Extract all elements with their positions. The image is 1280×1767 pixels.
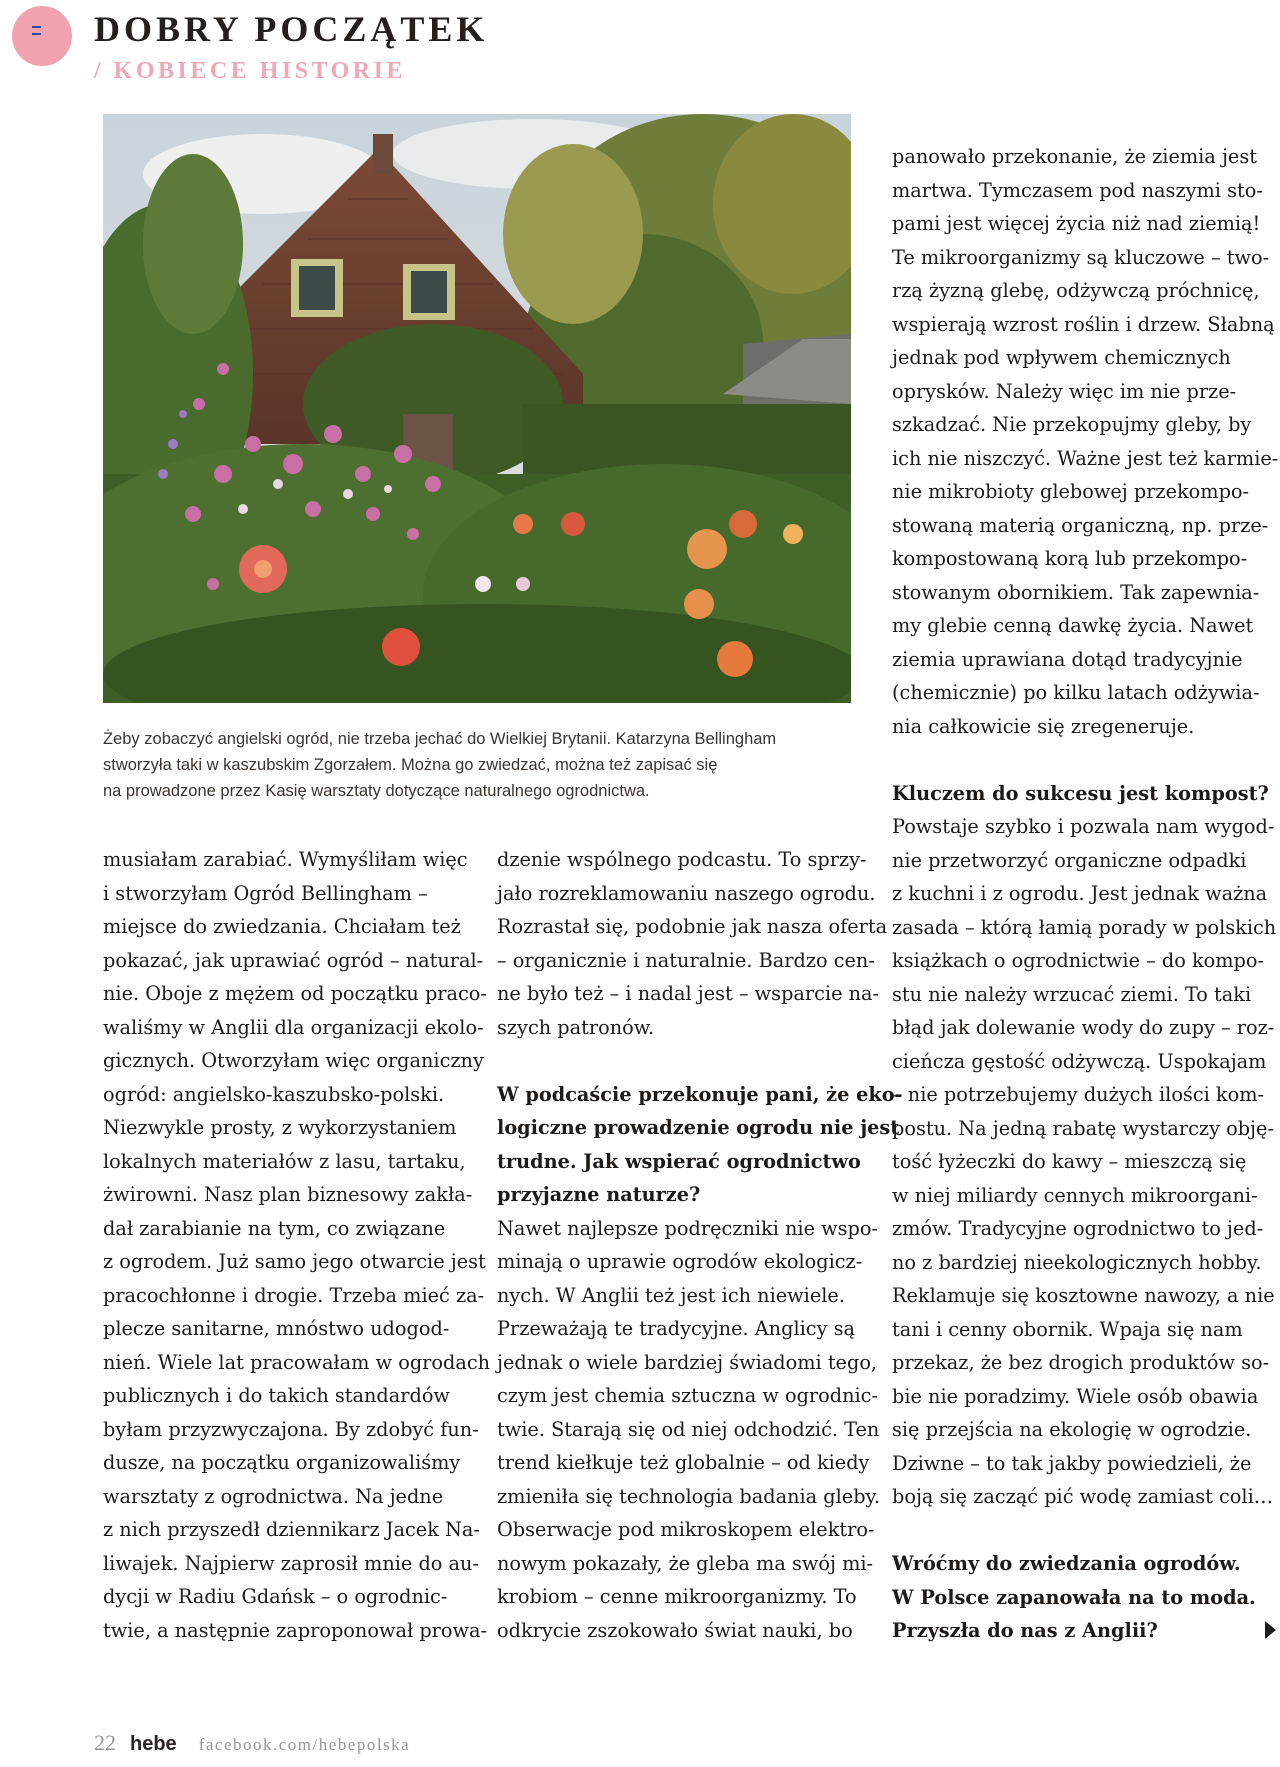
text-line: dycji w Radiu Gdańsk – o ogrodnic- <box>103 1585 448 1608</box>
interview-question-line: przyjazne naturze? <box>497 1183 701 1206</box>
text-line: nień. Wiele lat pracowałam w ogrodach <box>103 1350 491 1374</box>
section-subtitle: / KOBIECE HISTORIE <box>94 58 406 84</box>
interview-question-line: Wróćmy do zwiedzania ogrodów. <box>892 1552 1241 1575</box>
text-line: żwirowni. Nasz plan biznesowy zakła- <box>103 1183 473 1206</box>
interview-question-line: W podcaście przekonuje pani, że eko- <box>497 1082 903 1106</box>
text-line: nia całkowicie się zregeneruje. <box>892 714 1195 738</box>
garden-photo-illustration <box>103 114 851 703</box>
text-line: dusze, na początku organizowaliśmy <box>103 1451 461 1474</box>
text-line: Niezwykle prosty, z wykorzystaniem <box>103 1116 457 1139</box>
text-line: w niej miliardy cennych mikroorgani- <box>892 1183 1258 1207</box>
text-line: postu. Na jedną rabatę wystarczy obję- <box>892 1116 1274 1140</box>
text-line: książkach o ogrodnictwie – do kompo- <box>892 949 1265 972</box>
badge-mark-icon <box>32 26 41 35</box>
text-line: lokalnych materiałów z lasu, tartaku, <box>103 1149 466 1173</box>
text-line: dał zarabianie na tym, co związane <box>103 1216 446 1240</box>
text-line: Przeważają te tradycyjne. Anglicy są <box>497 1317 855 1340</box>
text-line: odkrycie zszokowało świat nauki, bo <box>497 1618 853 1642</box>
text-line: stowaną materią organiczną, np. prze- <box>892 513 1269 537</box>
text-line: ich nie niszczyć. Ważne jest też karmie- <box>892 446 1279 470</box>
text-line: czym jest chemia sztuczna w ogrodnic- <box>497 1384 878 1407</box>
caption-line: stworzyła taki w kaszubskim Zgorzałem. Można go zwiedzać, można też zapisać się <box>103 756 718 774</box>
text-line: minają o uprawie ogrodów ekologicz- <box>497 1250 863 1273</box>
text-line: twie, a następnie zaproponował prowa- <box>103 1618 488 1642</box>
text-line: twie. Starają się od niej odchodzić. Ten <box>497 1417 880 1441</box>
text-line: wspierają wzrost roślin i drzew. Słabną <box>892 312 1275 336</box>
text-line: trend kiełkuje też globalnie – od kiedy <box>497 1451 870 1474</box>
text-line: jednak pod wpływem chemicznych <box>892 346 1231 369</box>
text-line: – organicznie i naturalnie. Bardzo cen- <box>497 948 875 972</box>
text-line: jednak o wiele bardziej świadomi tego, <box>497 1350 878 1374</box>
text-line: Reklamuje się kosztowne nawozy, a nie <box>892 1284 1275 1307</box>
article-column-middle <box>497 843 903 1647</box>
text-line: pracochłonne i drogie. Trzeba mieć za- <box>103 1283 485 1307</box>
text-line: błąd jak dolewanie wody do zupy – roz- <box>892 1016 1275 1039</box>
interview-question-line: Przyszła do nas z Anglii? <box>892 1619 1158 1642</box>
brand-logo: hebe <box>130 1733 177 1755</box>
text-line: szych patronów. <box>497 1015 655 1039</box>
text-line: z nich przyszedł dziennikarz Jacek Na- <box>103 1518 480 1541</box>
text-line: z ogrodem. Już samo jego otwarcie jest <box>103 1250 486 1273</box>
text-line: dzenie wspólnego podcastu. To sprzy- <box>497 848 867 871</box>
text-line: krobiom – cenne mikroorganizmy. To <box>497 1585 857 1608</box>
text-line: Nawet najlepsze podręczniki nie wspo- <box>497 1216 878 1240</box>
text-line: się przejścia na ekologię w ogrodzie. <box>892 1418 1252 1441</box>
text-line: martwa. Tymczasem pod naszymi sto- <box>892 178 1263 202</box>
text-line: nie. Oboje z mężem od początku praco- <box>103 982 487 1005</box>
text-line: kompostowaną korą lub przekompo- <box>892 547 1248 570</box>
paragraph-gap <box>892 743 1252 777</box>
text-line: musiałam zarabiać. Wymyśliłam więc <box>103 848 468 871</box>
garden-photo <box>103 114 851 703</box>
text-line: zasada – którą łamią porady w polskich <box>892 915 1277 939</box>
article-column-left <box>103 843 491 1647</box>
text-line: no z bardziej nieekologicznych hobby. <box>892 1250 1262 1274</box>
text-line: rzą żyzną glebę, odżywczą próchnicę, <box>892 279 1260 302</box>
footer-url: facebook.com/hebepolska <box>198 1735 411 1754</box>
text-line: panowało przekonanie, że ziemia jest <box>892 145 1257 168</box>
text-line: tani i cenny obornik. Wpaja się nam <box>892 1317 1243 1341</box>
text-line: miejsce do zwiedzania. Chciałam też <box>103 915 461 938</box>
text-line: plecze sanitarne, mnóstwo udogod- <box>103 1317 450 1340</box>
text-line: Powstaje szybko i pozwala nam wygod- <box>892 815 1275 838</box>
text-line: nie przetworzyć organiczne odpadki <box>892 848 1247 872</box>
text-line: waliśmy w Anglii dla organizacji ekolo- <box>103 1015 484 1039</box>
text-line: szkadzać. Nie przekopujmy gleby, by <box>892 413 1252 436</box>
section-badge <box>12 6 72 66</box>
text-line: Rozrastał się, podobnie jak nasza oferta <box>497 915 888 938</box>
caption-line: Żeby zobaczyć angielski ogród, nie trzeba jechać do Wielkiej Brytanii. Katarzyna Bellingham <box>103 730 777 748</box>
text-line: tość łyżeczki do kawy – mieszczą się <box>892 1150 1247 1173</box>
text-line: stu nie należy wrzucać ziemi. To taki <box>892 982 1252 1006</box>
text-line: byłam przyzwyczajona. By zdobyć fun- <box>103 1417 479 1441</box>
text-line: oprysków. Należy więc im nie prze- <box>892 379 1237 403</box>
text-line: przekaz, że bez drogich produktów so- <box>892 1351 1270 1374</box>
text-line: z kuchni i z ogrodu. Jest jednak ważna <box>892 882 1268 905</box>
interview-question-line: trudne. Jak wspierać ogrodnictwo <box>497 1149 861 1173</box>
article-column-right <box>892 140 1279 1648</box>
text-line: pokazać, jak uprawiać ogród – natural- <box>103 948 484 972</box>
text-line: zmieniła się technologia badania gleby. <box>497 1484 880 1508</box>
text-line: nie mikrobioty glebowej przekompo- <box>892 480 1250 503</box>
text-line: bie nie poradzimy. Wiele osób obawia <box>892 1384 1259 1408</box>
text-line: ogród: angielsko-kaszubsko-polski. <box>103 1082 445 1106</box>
page-footer <box>94 1730 410 1760</box>
text-line: Te mikroorganizmy są kluczowe – two- <box>892 245 1270 269</box>
text-line: liwajek. Najpierw zaprosił mnie do au- <box>103 1551 479 1575</box>
text-line: nowym pokazały, że gleba ma swój mi- <box>497 1551 874 1575</box>
text-line: i stworzyłam Ogród Bellingham – <box>103 881 428 905</box>
text-line: ne było też – i nadal jest – wsparcie na- <box>497 982 880 1005</box>
text-line: gicznych. Otworzyłam więc organiczny <box>103 1049 484 1072</box>
text-line: pami jest więcej życia niż nad ziemią! <box>892 212 1261 235</box>
caption-line: na prowadzone przez Kasię warsztaty dotyczące naturalnego ogrodnictwa. <box>103 782 650 800</box>
page-number: 22 <box>94 1730 116 1755</box>
text-line: my glebie cenną dawkę życia. Nawet <box>892 614 1254 637</box>
text-line: nych. W Anglii też jest ich niewiele. <box>497 1283 845 1307</box>
text-line: warsztaty z ogrodnictwa. Na jedne <box>103 1484 444 1508</box>
text-line: (chemicznie) po kilku latach odżywia- <box>892 681 1260 704</box>
text-line: boją się zacząć pić wodę zamiast coli… <box>892 1485 1274 1508</box>
interview-question-line: logiczne prowadzenie ogrodu nie jest <box>497 1116 900 1139</box>
text-line: jało rozreklamowaniu naszego ogrodu. <box>497 881 876 905</box>
text-line: cieńcza gęstość odżywczą. Uspokajam <box>892 1049 1267 1073</box>
photo-caption <box>103 726 873 804</box>
text-line: Dziwne – to tak jakby powiedzieli, że <box>892 1451 1252 1475</box>
paragraph-gap <box>892 1514 1252 1548</box>
text-line: publicznych i do takich standardów <box>103 1384 450 1407</box>
text-line: Obserwacje pod mikroskopem elektro- <box>497 1518 875 1541</box>
continue-arrow-icon <box>1265 1621 1276 1639</box>
text-line: stowanym obornikiem. Tak zapewnia- <box>892 580 1260 604</box>
section-title: DOBRY POCZĄTEK <box>94 9 489 49</box>
text-line: – nie potrzebujemy dużych ilości kom- <box>892 1083 1265 1106</box>
paragraph-gap <box>497 1044 857 1078</box>
text-line: ziemia uprawiana dotąd tradycyjnie <box>892 647 1243 671</box>
interview-question-line: Kluczem do sukcesu jest kompost? <box>892 781 1269 805</box>
interview-question-line: W Polsce zapanowała na to moda. <box>892 1585 1256 1609</box>
text-line: zmów. Tradycyjne ogrodnictwo to jed- <box>892 1217 1264 1240</box>
